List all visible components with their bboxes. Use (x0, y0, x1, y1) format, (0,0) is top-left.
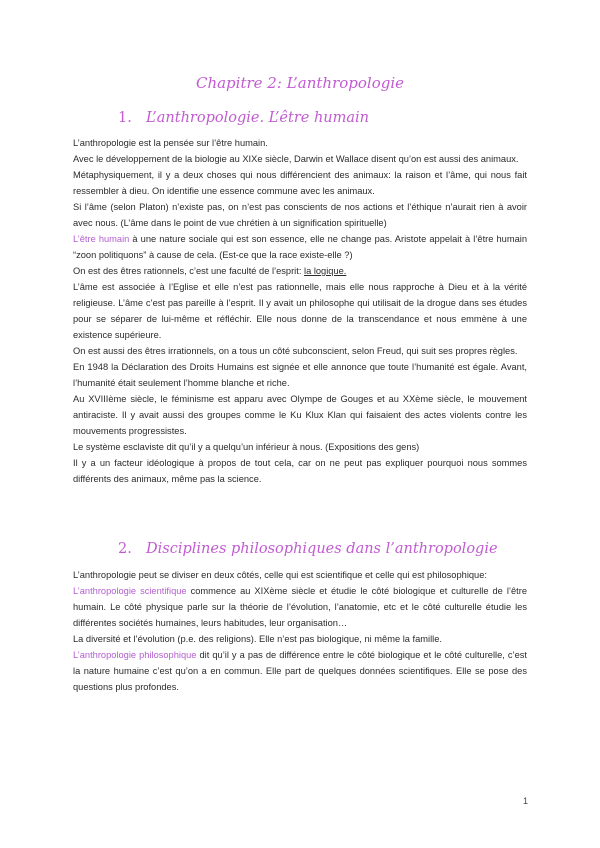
highlighted-term: L’être humain (73, 234, 130, 244)
paragraph-text: dit qu’il y a pas de différence entre le côté biologique et le côté culturelle, c’est la nature humaine c’est qu’on a en commun. Elle part de quelques données scientifiques. Elle se pose des questions plus profondes. (73, 650, 527, 692)
paragraph (73, 583, 527, 631)
section-2-heading (118, 541, 498, 557)
paragraph: Au XVIIIème siècle, le féminisme est apparu avec Olympe de Gouges et au XXème siècle, le mouvement antiraciste. Il y avait aussi des groupes comme le Ku Klux Klan qui faisaient des actes violents contre les mouvements progressistes. (73, 394, 527, 436)
paragraph-text: commence au XIXème siècle et étudie le côté biologique et culturelle de l’être humain. Le côté physique parle sur la théorie de l’évolution, l’anatomie, etc et le côté culturelle étudie les différentes sociétés humaines, leurs habitudes, leur organisation… (73, 586, 527, 628)
paragraph: Métaphysiquement, il y a deux choses qui nous différencient des animaux: la raison et l’âme, qui nous fait ressembler à dieu. On identifie une essence commune avec les animaux. (73, 170, 527, 196)
section-2-title: Disciplines philosophiques dans l’anthropologie (146, 541, 498, 557)
paragraph: Avec le développement de la biologie au XIXe siècle, Darwin et Wallace disent qu’on est aussi des animaux. (73, 154, 519, 164)
paragraph (73, 647, 527, 695)
paragraph: Si l’âme (selon Platon) n’existe pas, on n’est pas conscients de nos actions et l’éthique n’aurait rien à avoir avec nous. (L’âme dans le point de vue chrétien à un signification spirituelle) (73, 202, 527, 228)
section-2-number: 2. (118, 541, 132, 557)
highlighted-term: L’anthropologie philosophique (73, 650, 197, 660)
paragraph: L’anthropologie est la pensée sur l’être humain. (73, 138, 268, 148)
paragraph (73, 263, 527, 279)
page-number: 1 (522, 796, 528, 806)
section-1-number: 1. (118, 110, 132, 126)
highlighted-term: L’anthropologie scientifique (73, 586, 187, 596)
section-1-body (73, 135, 527, 487)
paragraph-text: à une nature sociale qui est son essence, elle ne change pas. Aristote appelait à l’être humain “zoon politiquons” à cause de cela. (Est-ce que la race existe-elle ?) (73, 234, 527, 260)
underlined-term: la logique. (304, 266, 347, 276)
paragraph: On est aussi des êtres irrationnels, on a tous un côté subconscient, selon Freud, qui suit ses propres règles. (73, 346, 518, 356)
paragraph: En 1948 la Déclaration des Droits Humains est signée et elle annonce que toute l’humanité est égale. Avant, l’humanité était seulement l’homme blanche et riche. (73, 362, 527, 388)
paragraph: La diversité et l’évolution (p.e. des religions). Elle n’est pas biologique, ni même la famille. (73, 634, 442, 644)
section-1-heading (118, 110, 369, 126)
section-2-body (73, 567, 527, 695)
paragraph-text: On est des êtres rationnels, c’est une faculté de l’esprit: (73, 266, 304, 276)
chapter-title: Chapitre 2: L’anthropologie (195, 74, 405, 92)
paragraph (73, 231, 527, 263)
paragraph: Il y a un facteur idéologique à propos de tout cela, car on ne peut pas expliquer pourquoi nous sommes différents des animaux, même pas la science. (73, 458, 527, 484)
paragraph: L’âme est associée à l’Eglise et elle n’est pas rationnelle, mais elle nous rapproche à Dieu et à la vérité religieuse. L’âme c’est pas pareille à l’esprit. Il y avait un philosophe qui utilisait de la drogue dans ses études pour se séparer de lui-même et réfléchir. Elle nous donne de la transcendance et nous emmène à une existence supérieure. (73, 282, 527, 340)
section-1-title: L’anthropologie. L’être humain (146, 110, 370, 126)
paragraph: Le système esclaviste dit qu’il y a quelqu’un inférieur à nous. (Expositions des gens) (73, 442, 420, 452)
paragraph: L’anthropologie peut se diviser en deux côtés, celle qui est scientifique et celle qui est philosophique: (73, 570, 487, 580)
